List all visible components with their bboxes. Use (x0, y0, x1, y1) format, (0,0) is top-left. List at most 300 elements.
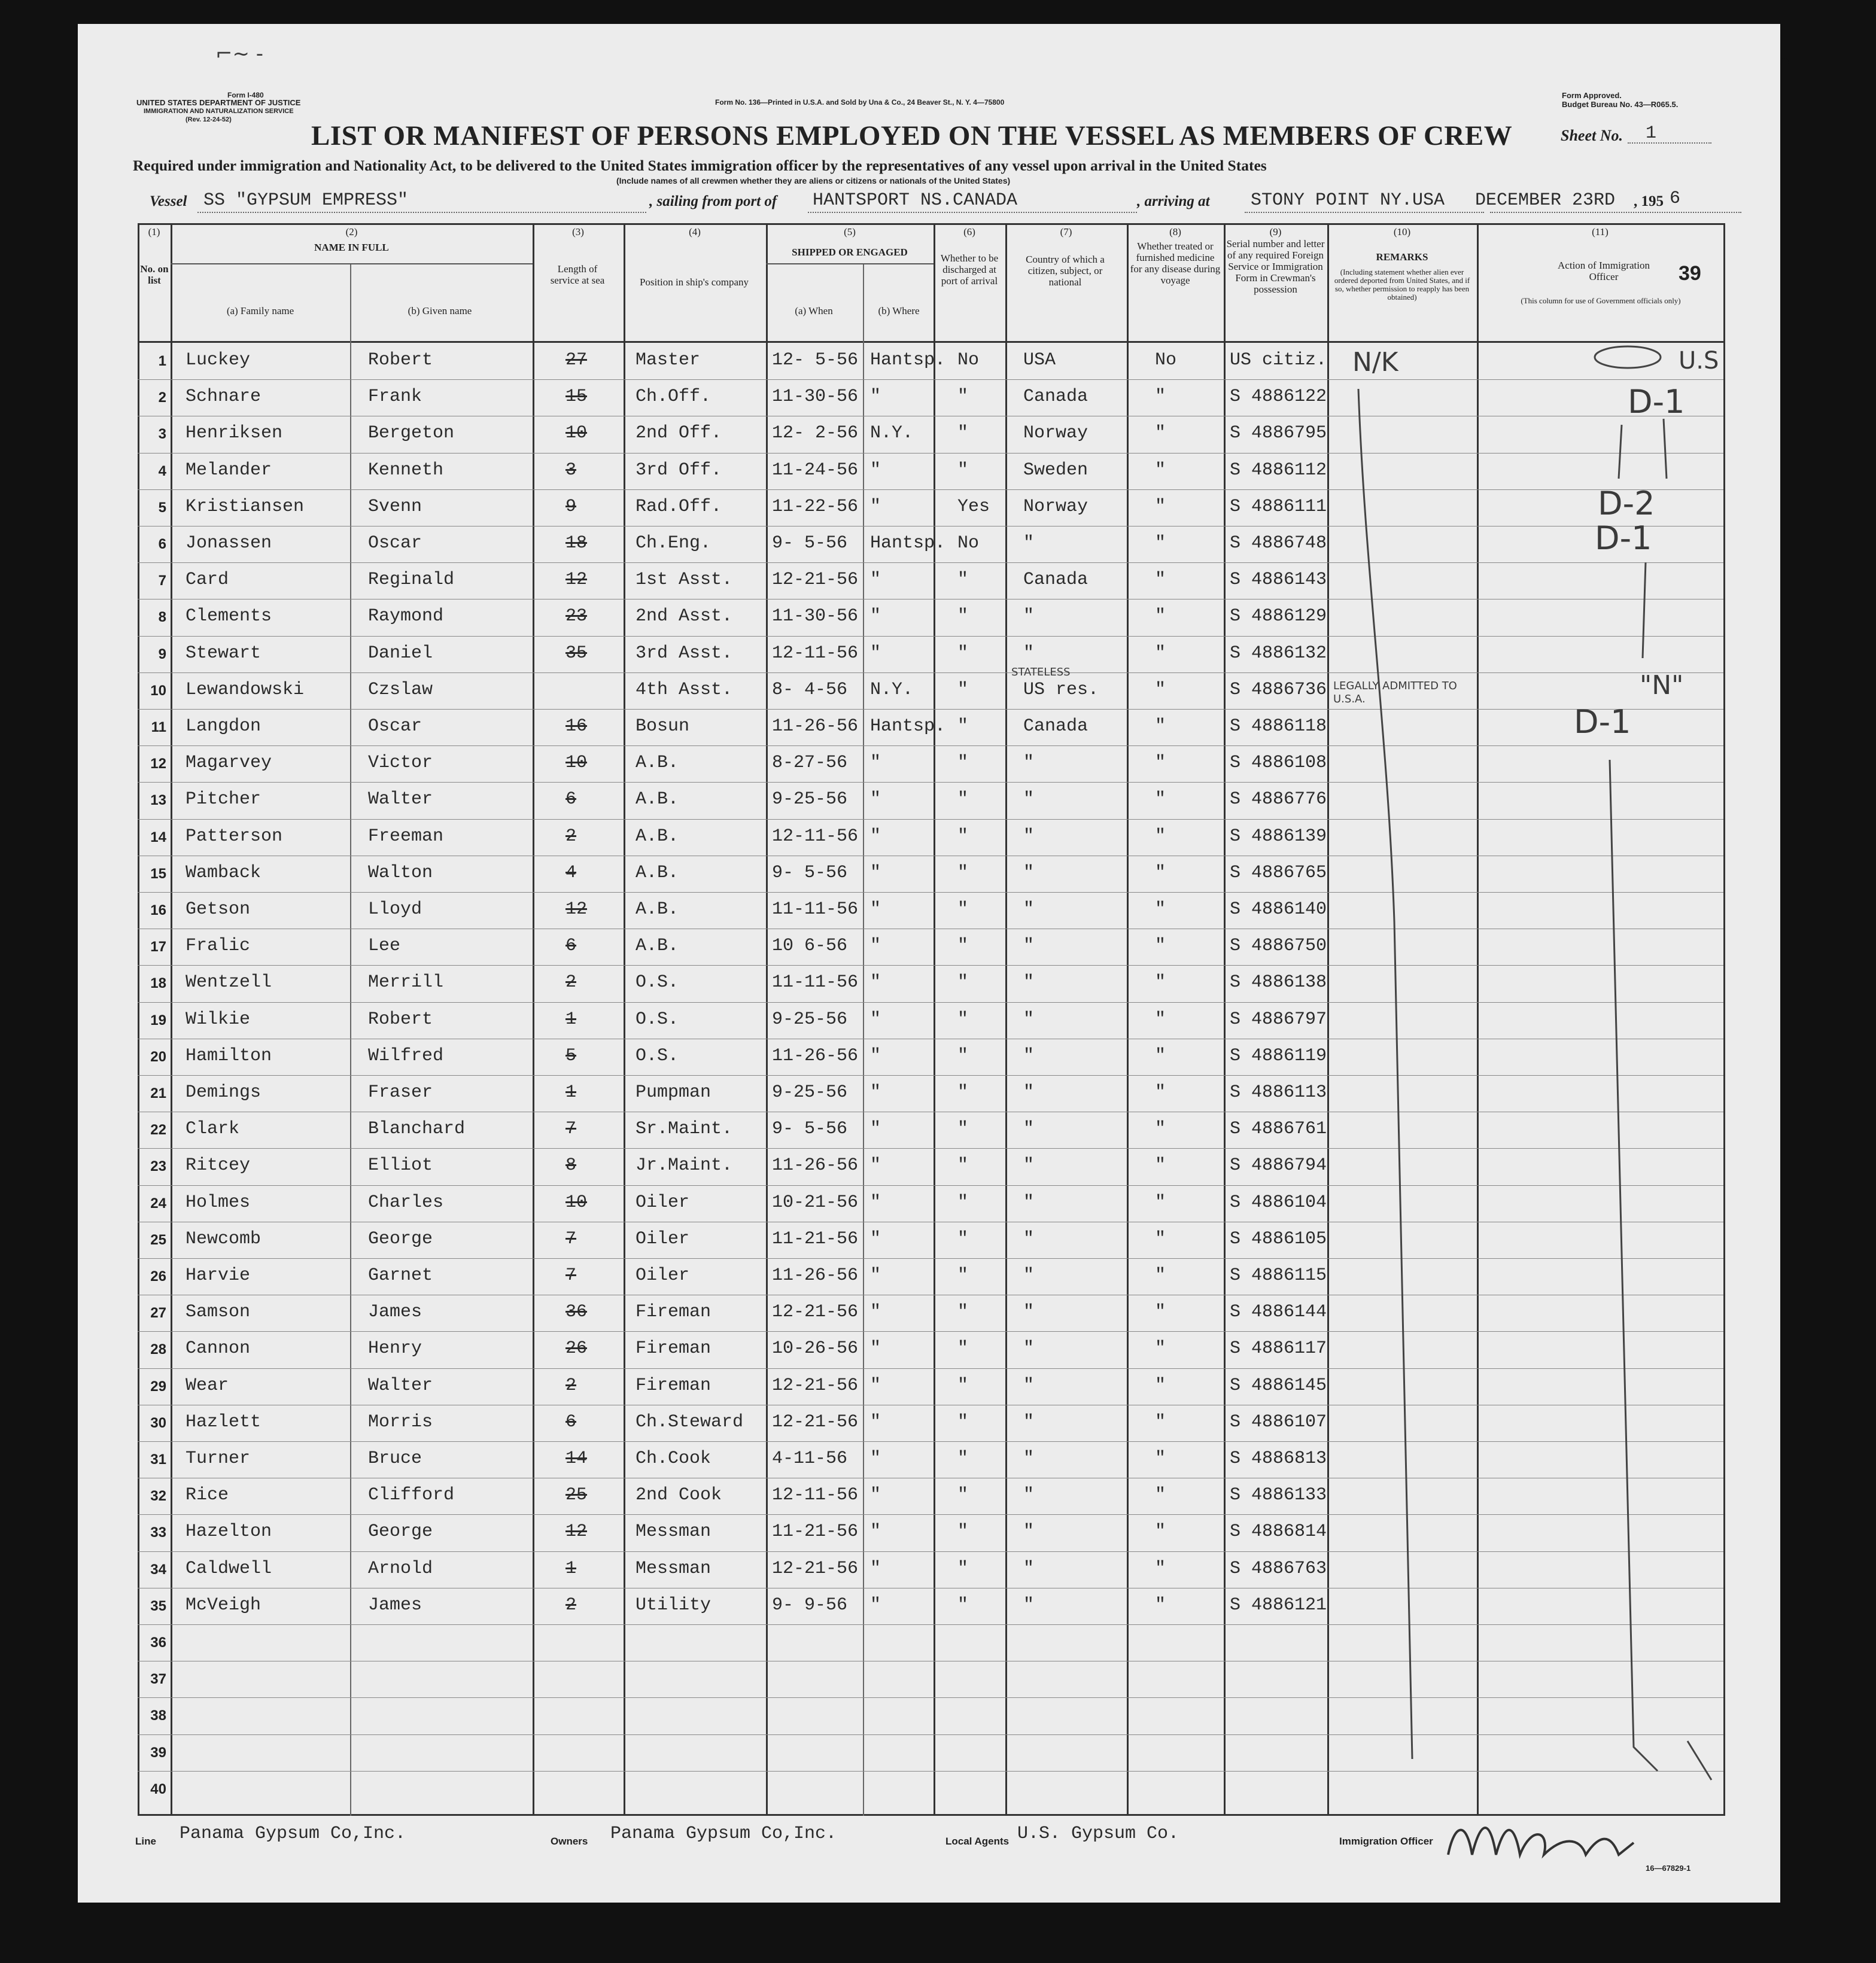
cell-where: " (870, 826, 881, 847)
manifest-page (78, 24, 1780, 1903)
col2-number: (2) (345, 226, 358, 238)
cell-discharged: " (957, 789, 969, 810)
col6-number: (6) (963, 226, 975, 238)
cell-when: 11-30-56 (772, 606, 859, 627)
cell-given: James (368, 1594, 422, 1615)
col3-number: (3) (572, 226, 584, 238)
row-number: 18 (150, 975, 166, 992)
year-digit: 6 (1670, 188, 1681, 209)
cell-given: Frank (368, 386, 422, 407)
row-separator (138, 892, 1723, 893)
cell-country: " (1023, 1521, 1035, 1542)
cell-service: 6 (565, 789, 577, 810)
cell-where: N.Y. (870, 423, 914, 444)
cell-serial: S 4886132 (1230, 643, 1327, 664)
cell-when: 9-25-56 (772, 789, 848, 810)
cell-position: A.B. (636, 936, 679, 957)
cell-serial: S 4886129 (1230, 606, 1327, 627)
cell-serial: S 4886145 (1230, 1375, 1327, 1396)
cell-serial: S 4886105 (1230, 1228, 1327, 1249)
cell-discharged: " (957, 1265, 969, 1286)
cell-country: " (1023, 533, 1035, 553)
cell-country: " (1023, 1302, 1035, 1323)
cell-discharged: No (957, 533, 980, 553)
cell-where: " (870, 1155, 881, 1176)
cell-discharged: " (957, 459, 969, 480)
cell-country: Canada (1023, 570, 1088, 591)
cell-when: 11-26-56 (772, 1265, 859, 1286)
cell-discharged: " (957, 1594, 969, 1615)
cell-serial: S 4886119 (1230, 1045, 1327, 1066)
cell-where: N.Y. (870, 679, 914, 700)
cell-country: " (1023, 1045, 1035, 1066)
cell-country: Canada (1023, 716, 1088, 736)
cell-given: Fraser (368, 1082, 433, 1103)
row-separator (138, 1551, 1723, 1552)
row-separator (138, 1075, 1723, 1076)
cell-serial: S 4886814 (1230, 1521, 1327, 1542)
cell-family: Luckey (186, 350, 251, 370)
col-border-3 (624, 223, 625, 1816)
corner-scribble: ⌐~ - (215, 42, 264, 66)
cell-service: 7 (565, 1265, 577, 1286)
cell-given: Elliot (368, 1155, 433, 1176)
cell-given: Lee (368, 936, 401, 957)
cell-where: " (870, 862, 881, 883)
cell-serial: S 4886138 (1230, 972, 1327, 993)
cell-given: Bergeton (368, 423, 455, 444)
cell-service: 4 (565, 862, 577, 883)
row-number: 28 (150, 1341, 166, 1358)
cell-given: Victor (368, 753, 433, 774)
cell-serial: S 4886776 (1230, 789, 1327, 810)
col11-number: (11) (1592, 226, 1609, 238)
form-revision: (Rev. 12-24-52) (186, 116, 232, 123)
cell-position: 4th Asst. (636, 679, 733, 700)
row-separator (138, 1441, 1723, 1442)
cell-where: " (870, 643, 881, 664)
col7-number: (7) (1060, 226, 1072, 238)
row-number: 25 (150, 1231, 166, 1248)
cell-discharged: " (957, 423, 969, 444)
include-note: (Include names of all crewmen whether they are aliens or citizens or nationals of the United States) (616, 176, 1011, 185)
cell-given: Morris (368, 1411, 433, 1432)
cell-given: Charles (368, 1192, 444, 1213)
col5-number: (5) (844, 226, 856, 238)
right-margin-dot (1780, 58, 1789, 66)
col5-header: SHIPPED OR ENGAGED (792, 246, 908, 258)
row-separator (138, 709, 1723, 710)
col5-subheader-line (766, 263, 934, 264)
row-separator (138, 1368, 1723, 1369)
cell-position: Sr.Maint. (636, 1119, 733, 1140)
cell-when: 12- 5-56 (772, 350, 859, 370)
cell-position: Fireman (636, 1375, 712, 1396)
cell-serial: S 4886140 (1230, 899, 1327, 920)
cell-position: Pumpman (636, 1082, 712, 1103)
row-separator (138, 1331, 1723, 1332)
cell-given: Raymond (368, 606, 444, 627)
cell-country: " (1023, 1119, 1035, 1140)
col-border-9 (1327, 223, 1329, 1816)
cell-where: " (870, 1119, 881, 1140)
row-number: 35 (150, 1597, 166, 1614)
cell-service: 14 (565, 1448, 588, 1469)
cell-position: Utility (636, 1594, 712, 1615)
cell-discharged: " (957, 570, 969, 591)
cell-position: 2nd Off. (636, 423, 722, 444)
cell-family: Hazelton (186, 1521, 272, 1542)
cell-position: Fireman (636, 1338, 712, 1359)
cell-serial: S 4886111 (1230, 496, 1327, 517)
cell-family: McVeigh (186, 1594, 262, 1615)
agency-line2: IMMIGRATION AND NATURALIZATION SERVICE (144, 108, 294, 115)
arriving-at: STONY POINT NY.USA (1251, 190, 1445, 211)
cell-family: Clark (186, 1119, 240, 1140)
printer-line: Form No. 136—Printed in U.S.A. and Sold by Una & Co., 24 Beaver St., N. Y. 4—75800 (715, 98, 1005, 106)
col4-number: (4) (689, 226, 701, 238)
cell-given: Kenneth (368, 459, 444, 480)
cell-where: " (870, 1338, 881, 1359)
cell-serial: S 4886795 (1230, 423, 1327, 444)
cell-where: Hantsp. (870, 716, 946, 736)
cell-service: 1 (565, 1009, 577, 1030)
cell-given: Arnold (368, 1558, 433, 1579)
cell-treated: " (1155, 1192, 1166, 1213)
cell-when: 12-21-56 (772, 1375, 859, 1396)
cell-when: 12-21-56 (772, 570, 859, 591)
cell-where: Hantsp. (870, 350, 946, 370)
cell-discharged: " (957, 1375, 969, 1396)
cell-serial: S 4886113 (1230, 1082, 1327, 1103)
cell-where: " (870, 1485, 881, 1506)
cell-serial: US citiz. (1230, 350, 1327, 370)
cell-treated: " (1155, 1485, 1166, 1506)
cell-when: 9-25-56 (772, 1009, 848, 1030)
cell-service: 2 (565, 1594, 577, 1615)
cell-discharged: " (957, 1009, 969, 1030)
cell-when: 8- 4-56 (772, 679, 848, 700)
row-number: 7 (158, 573, 166, 589)
agency-line1: UNITED STATES DEPARTMENT OF JUSTICE (136, 98, 301, 107)
cell-family: Hazlett (186, 1411, 262, 1432)
row-number: 16 (150, 902, 166, 918)
cell-where: " (870, 1192, 881, 1213)
cell-service: 27 (565, 350, 588, 370)
year-prefix: , 195 (1634, 193, 1664, 209)
cell-treated: " (1155, 1558, 1166, 1579)
cell-where: " (870, 753, 881, 774)
page-title: LIST OR MANIFEST OF PERSONS EMPLOYED ON THE VESSEL AS MEMBERS OF CREW (311, 120, 1513, 151)
cell-service: 7 (565, 1228, 577, 1249)
cell-treated: " (1155, 826, 1166, 847)
cell-family: Stewart (186, 643, 262, 664)
cell-when: 9- 5-56 (772, 533, 848, 553)
cell-family: Schnare (186, 386, 262, 407)
cell-position: Jr.Maint. (636, 1155, 733, 1176)
row-separator (138, 819, 1723, 820)
row-number: 33 (150, 1524, 166, 1541)
cell-when: 9-25-56 (772, 1082, 848, 1103)
cell-where: " (870, 1302, 881, 1323)
cell-given: Clifford (368, 1485, 455, 1506)
cell-family: Card (186, 570, 229, 591)
stateless-note: STATELESS (1011, 666, 1071, 678)
col-border-8 (1224, 223, 1226, 1816)
action-ditto-line (1610, 760, 1658, 1771)
legally-admitted-text: LEGALLY ADMITTED TO U.S.A. (1333, 680, 1457, 705)
cell-given: Robert (368, 1009, 433, 1030)
cell-discharged: " (957, 716, 969, 736)
cell-service: 12 (565, 570, 588, 591)
col2a-header: (a) Family name (226, 305, 294, 316)
vessel-name: SS "GYPSUM EMPRESS" (203, 190, 409, 211)
cell-when: 11-24-56 (772, 459, 859, 480)
cell-where: " (870, 1521, 881, 1542)
row-number: 8 (158, 609, 166, 626)
form-approved: Form Approved. (1562, 91, 1622, 100)
cell-given: Lloyd (368, 899, 422, 920)
cell-discharged: " (957, 386, 969, 407)
col-border-10 (1477, 223, 1479, 1816)
row-number: 26 (150, 1268, 166, 1285)
cell-where: " (870, 972, 881, 993)
action-tick-3 (1619, 425, 1622, 479)
cell-service: 10 (565, 1192, 588, 1213)
sailing-from: HANTSPORT NS.CANADA (813, 190, 1018, 211)
cell-country: " (1023, 972, 1035, 993)
cell-discharged: " (957, 826, 969, 847)
col6-header: Whether to be discharged at port of arrival (940, 252, 999, 287)
row-separator (138, 1771, 1723, 1772)
cell-when: 9- 9-56 (772, 1594, 848, 1615)
cell-family: Wentzell (186, 972, 272, 993)
cell-service: 25 (565, 1485, 588, 1506)
arrival-date: DECEMBER 23RD (1475, 190, 1616, 211)
row-number: 29 (150, 1378, 166, 1395)
row-separator (138, 1185, 1723, 1186)
cell-given: Henry (368, 1338, 422, 1359)
cell-position: Ch.Off. (636, 386, 712, 407)
row-number: 24 (150, 1195, 166, 1212)
col9-header: Serial number and letter of any required Foreign Service or Immigration Form in Crewman's possession (1226, 238, 1325, 295)
cell-where: " (870, 1009, 881, 1030)
cell-discharged: " (957, 1228, 969, 1249)
cell-service: 5 (565, 1045, 577, 1066)
row-number: 5 (158, 499, 166, 516)
cell-position: Oiler (636, 1192, 690, 1213)
col10-note: (Including statement whether alien ever ordered deported from United States, and if so, whether permission to reapply has been obtained) (1334, 267, 1470, 302)
cell-service: 18 (565, 533, 588, 553)
cell-position: O.S. (636, 972, 679, 993)
cell-country: " (1023, 899, 1035, 920)
cell-discharged: " (957, 679, 969, 700)
cell-service: 36 (565, 1302, 588, 1323)
cell-given: George (368, 1228, 433, 1249)
cell-where: " (870, 899, 881, 920)
row-separator (138, 379, 1723, 380)
cell-given: Walter (368, 789, 433, 810)
cell-serial: S 4886121 (1230, 1594, 1327, 1615)
owners-label: Owners (551, 1836, 588, 1847)
col-border-6 (1005, 223, 1007, 1816)
row-number: 14 (150, 829, 166, 845)
cell-treated: " (1155, 1302, 1166, 1323)
cell-position: Ch.Cook (636, 1448, 712, 1469)
col-border-2ab (350, 263, 351, 1816)
cell-treated: " (1155, 386, 1166, 407)
cell-position: O.S. (636, 1045, 679, 1066)
row-number: 13 (150, 792, 166, 809)
cell-family: Pitcher (186, 789, 262, 810)
cell-where: " (870, 386, 881, 407)
cell-treated: " (1155, 1448, 1166, 1469)
cell-service: 12 (565, 899, 588, 920)
cell-family: Getson (186, 899, 251, 920)
action-row6: D-1 (1595, 519, 1652, 557)
row-number: 32 (150, 1488, 166, 1505)
cell-treated: " (1155, 1265, 1166, 1286)
cell-when: 10 6-56 (772, 936, 848, 957)
cell-family: Rice (186, 1485, 229, 1506)
row-number: 3 (158, 426, 166, 443)
cell-position: Messman (636, 1558, 712, 1579)
cell-service: 6 (565, 1411, 577, 1432)
cell-discharged: " (957, 643, 969, 664)
cell-where: " (870, 1558, 881, 1579)
cell-family: Patterson (186, 826, 283, 847)
cell-treated: " (1155, 789, 1166, 810)
col10-header: REMARKS (1376, 251, 1428, 263)
cell-discharged: " (957, 1045, 969, 1066)
cell-serial: S 4886139 (1230, 826, 1327, 847)
cell-treated: " (1155, 1045, 1166, 1066)
cell-country: " (1023, 1192, 1035, 1213)
cell-family: Fralic (186, 936, 251, 957)
cell-country: " (1023, 1082, 1035, 1103)
cell-service: 3 (565, 459, 577, 480)
cell-service: 35 (565, 643, 588, 664)
cell-country: US res. (1023, 679, 1099, 700)
row-number: 10 (150, 682, 166, 699)
scratch-out-mark (1595, 346, 1661, 368)
row-number: 20 (150, 1048, 166, 1065)
cell-serial: S 4886813 (1230, 1448, 1327, 1469)
cell-country: " (1023, 753, 1035, 774)
cell-country: " (1023, 1009, 1035, 1030)
cell-serial: S 4886143 (1230, 570, 1327, 591)
cell-discharged: " (957, 972, 969, 993)
agents-label: Local Agents (945, 1836, 1010, 1847)
cell-family: Wilkie (186, 1009, 251, 1030)
row-number: 38 (150, 1708, 166, 1724)
cell-position: Oiler (636, 1228, 690, 1249)
cell-when: 12-21-56 (772, 1302, 859, 1323)
remarks-ditto-line (1358, 389, 1412, 1759)
stamp-number: 39 (1679, 262, 1701, 285)
cell-serial: S 4886794 (1230, 1155, 1327, 1176)
cell-country: " (1023, 1338, 1035, 1359)
action-row10: "N" (1640, 670, 1684, 701)
cell-given: Daniel (368, 643, 433, 664)
col4-header: Position in ship's company (639, 276, 749, 288)
cell-given: Reginald (368, 570, 455, 591)
cell-treated: " (1155, 1228, 1166, 1249)
cell-service: 12 (565, 1521, 588, 1542)
cell-service: 7 (565, 1119, 577, 1140)
col-border-1 (171, 223, 172, 1816)
row-number: 30 (150, 1414, 166, 1431)
arriving-label: , arriving at (1137, 193, 1210, 209)
cell-when: 12-11-56 (772, 1485, 859, 1506)
cell-given: Svenn (368, 496, 422, 517)
cell-family: Wamback (186, 862, 262, 883)
cell-when: 4-11-56 (772, 1448, 848, 1469)
cell-service: 26 (565, 1338, 588, 1359)
cell-when: 12-11-56 (772, 643, 859, 664)
cell-treated: " (1155, 570, 1166, 591)
cell-given: Oscar (368, 716, 422, 736)
cell-where: " (870, 1594, 881, 1615)
cell-when: 12-21-56 (772, 1558, 859, 1579)
cell-treated: " (1155, 1338, 1166, 1359)
row-number: 12 (150, 756, 166, 772)
cell-when: 10-26-56 (772, 1338, 859, 1359)
cell-when: 11-30-56 (772, 386, 859, 407)
cell-given: Czslaw (368, 679, 433, 700)
row-number: 17 (150, 939, 166, 955)
sheet-label: Sheet No. (1561, 127, 1623, 144)
col-border-right (1723, 223, 1725, 1816)
cell-position: A.B. (636, 789, 679, 810)
header-bottom-border (138, 341, 1725, 343)
cell-serial: S 4886104 (1230, 1192, 1327, 1213)
cell-family: Caldwell (186, 1558, 272, 1579)
cell-country: " (1023, 606, 1035, 627)
col5b-header: (b) Where (878, 305, 920, 316)
cell-serial: S 4886144 (1230, 1302, 1327, 1323)
cell-family: Clements (186, 606, 272, 627)
cell-treated: " (1155, 1155, 1166, 1176)
cell-position: 1st Asst. (636, 570, 733, 591)
cell-discharged: " (957, 936, 969, 957)
row-separator (138, 782, 1723, 783)
cell-family: Lewandowski (186, 679, 305, 700)
cell-country: " (1023, 1375, 1035, 1396)
row-number: 36 (150, 1635, 166, 1651)
col8-header: Whether treated or furnished medicine for any disease during voyage (1130, 241, 1221, 286)
cell-service: 10 (565, 753, 588, 774)
cell-service: 2 (565, 1375, 577, 1396)
cell-position: Messman (636, 1521, 712, 1542)
cell-treated: " (1155, 1375, 1166, 1396)
cell-when: 11-21-56 (772, 1228, 859, 1249)
cell-serial: S 4886133 (1230, 1485, 1327, 1506)
owners-value: Panama Gypsum Co,Inc. (610, 1824, 837, 1844)
subtitle: Required under immigration and Nationality Act, to be delivered to the United States immigration officer by the representatives of any vessel upon arrival in the United States (133, 157, 1267, 174)
cell-where: " (870, 1228, 881, 1249)
cell-given: Wilfred (368, 1045, 444, 1066)
row-number: 4 (158, 462, 166, 479)
col-border-5ab (863, 263, 864, 1816)
cell-country: " (1023, 1265, 1035, 1286)
cell-discharged: " (957, 1521, 969, 1542)
row-number: 39 (150, 1744, 166, 1761)
col2-header: NAME IN FULL (314, 242, 389, 253)
cell-where: " (870, 789, 881, 810)
officer-label: Immigration Officer (1339, 1836, 1433, 1847)
agents-value: U.S. Gypsum Co. (1017, 1824, 1179, 1844)
